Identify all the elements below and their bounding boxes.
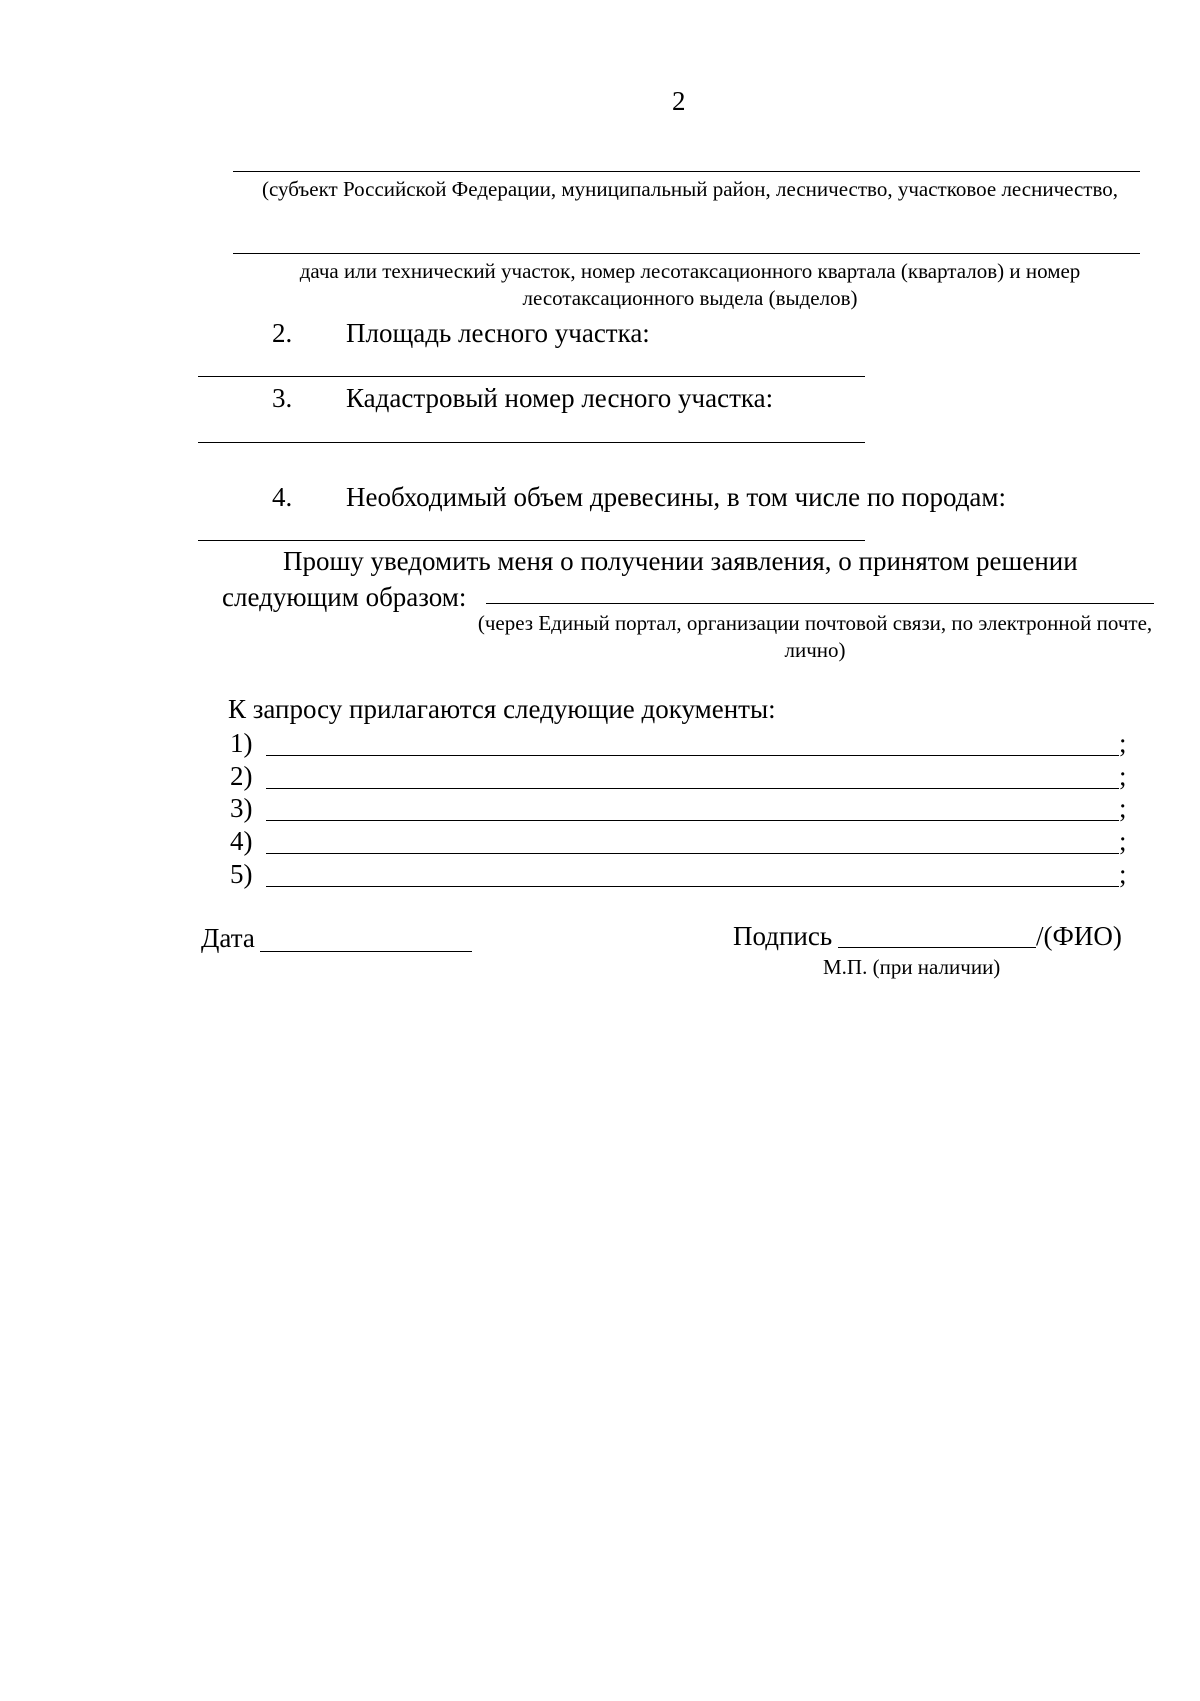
fill-line-doc-2[interactable]	[266, 788, 1119, 789]
signature-label: Подпись	[733, 921, 833, 951]
region-note: (субъект Российской Федерации, муниципальный район, лесничество, участковое лесничество,	[261, 177, 1118, 201]
item-label-timber-volume: Необходимый объем древесины, в том числе по породам:	[346, 482, 1006, 512]
fill-line-doc-3[interactable]	[266, 820, 1119, 821]
notify-text: Прошу уведомить меня о получении заявления, о принятом решении	[283, 546, 1078, 576]
doc-entry-number: 5)	[230, 859, 253, 889]
doc-entry-end: ;	[1119, 826, 1127, 856]
doc-entry-end: ;	[1119, 793, 1127, 823]
fill-line-notify-method[interactable]	[486, 603, 1154, 604]
item-label-area: Площадь лесного участка:	[346, 318, 650, 348]
doc-entry-end: ;	[1119, 859, 1127, 889]
doc-entry-end: ;	[1119, 761, 1127, 791]
stamp-note: М.П. (при наличии)	[823, 955, 1001, 979]
doc-entry-number: 4)	[230, 826, 253, 856]
doc-entry-number: 3)	[230, 793, 253, 823]
plot-location-note: дача или технический участок, номер лесотаксационного квартала (кварталов) и номер лесотаксационного выдела (выделов)	[299, 259, 1081, 310]
fill-line-signature[interactable]	[838, 947, 1036, 948]
fill-line-timber-volume[interactable]	[198, 540, 865, 541]
fill-line-area[interactable]	[198, 376, 865, 377]
fill-line-plot-location[interactable]	[233, 253, 1140, 254]
fio-label: /(ФИО)	[1036, 921, 1122, 951]
doc-entry-number: 1)	[230, 728, 253, 758]
notify-method-note: (через Единый портал, организации почтовой связи, по электронной почте, лично)	[477, 611, 1153, 662]
page-number: 2	[672, 86, 686, 116]
fill-line-cadastral[interactable]	[198, 442, 865, 443]
notify-method-label: следующим образом:	[222, 582, 467, 612]
item-number-3: 3.	[272, 383, 293, 413]
fill-line-doc-5[interactable]	[266, 886, 1119, 887]
item-label-cadastral: Кадастровый номер лесного участка:	[346, 383, 774, 413]
fill-line-region[interactable]	[233, 171, 1140, 172]
documents-heading: К запросу прилагаются следующие документы:	[228, 694, 776, 724]
doc-entry-number: 2)	[230, 761, 253, 791]
fill-line-doc-1[interactable]	[266, 755, 1119, 756]
fill-line-doc-4[interactable]	[266, 853, 1119, 854]
item-number-4: 4.	[272, 482, 293, 512]
item-number-2: 2.	[272, 318, 293, 348]
doc-entry-end: ;	[1119, 728, 1127, 758]
fill-line-date[interactable]	[260, 951, 472, 952]
date-label: Дата	[201, 923, 255, 953]
